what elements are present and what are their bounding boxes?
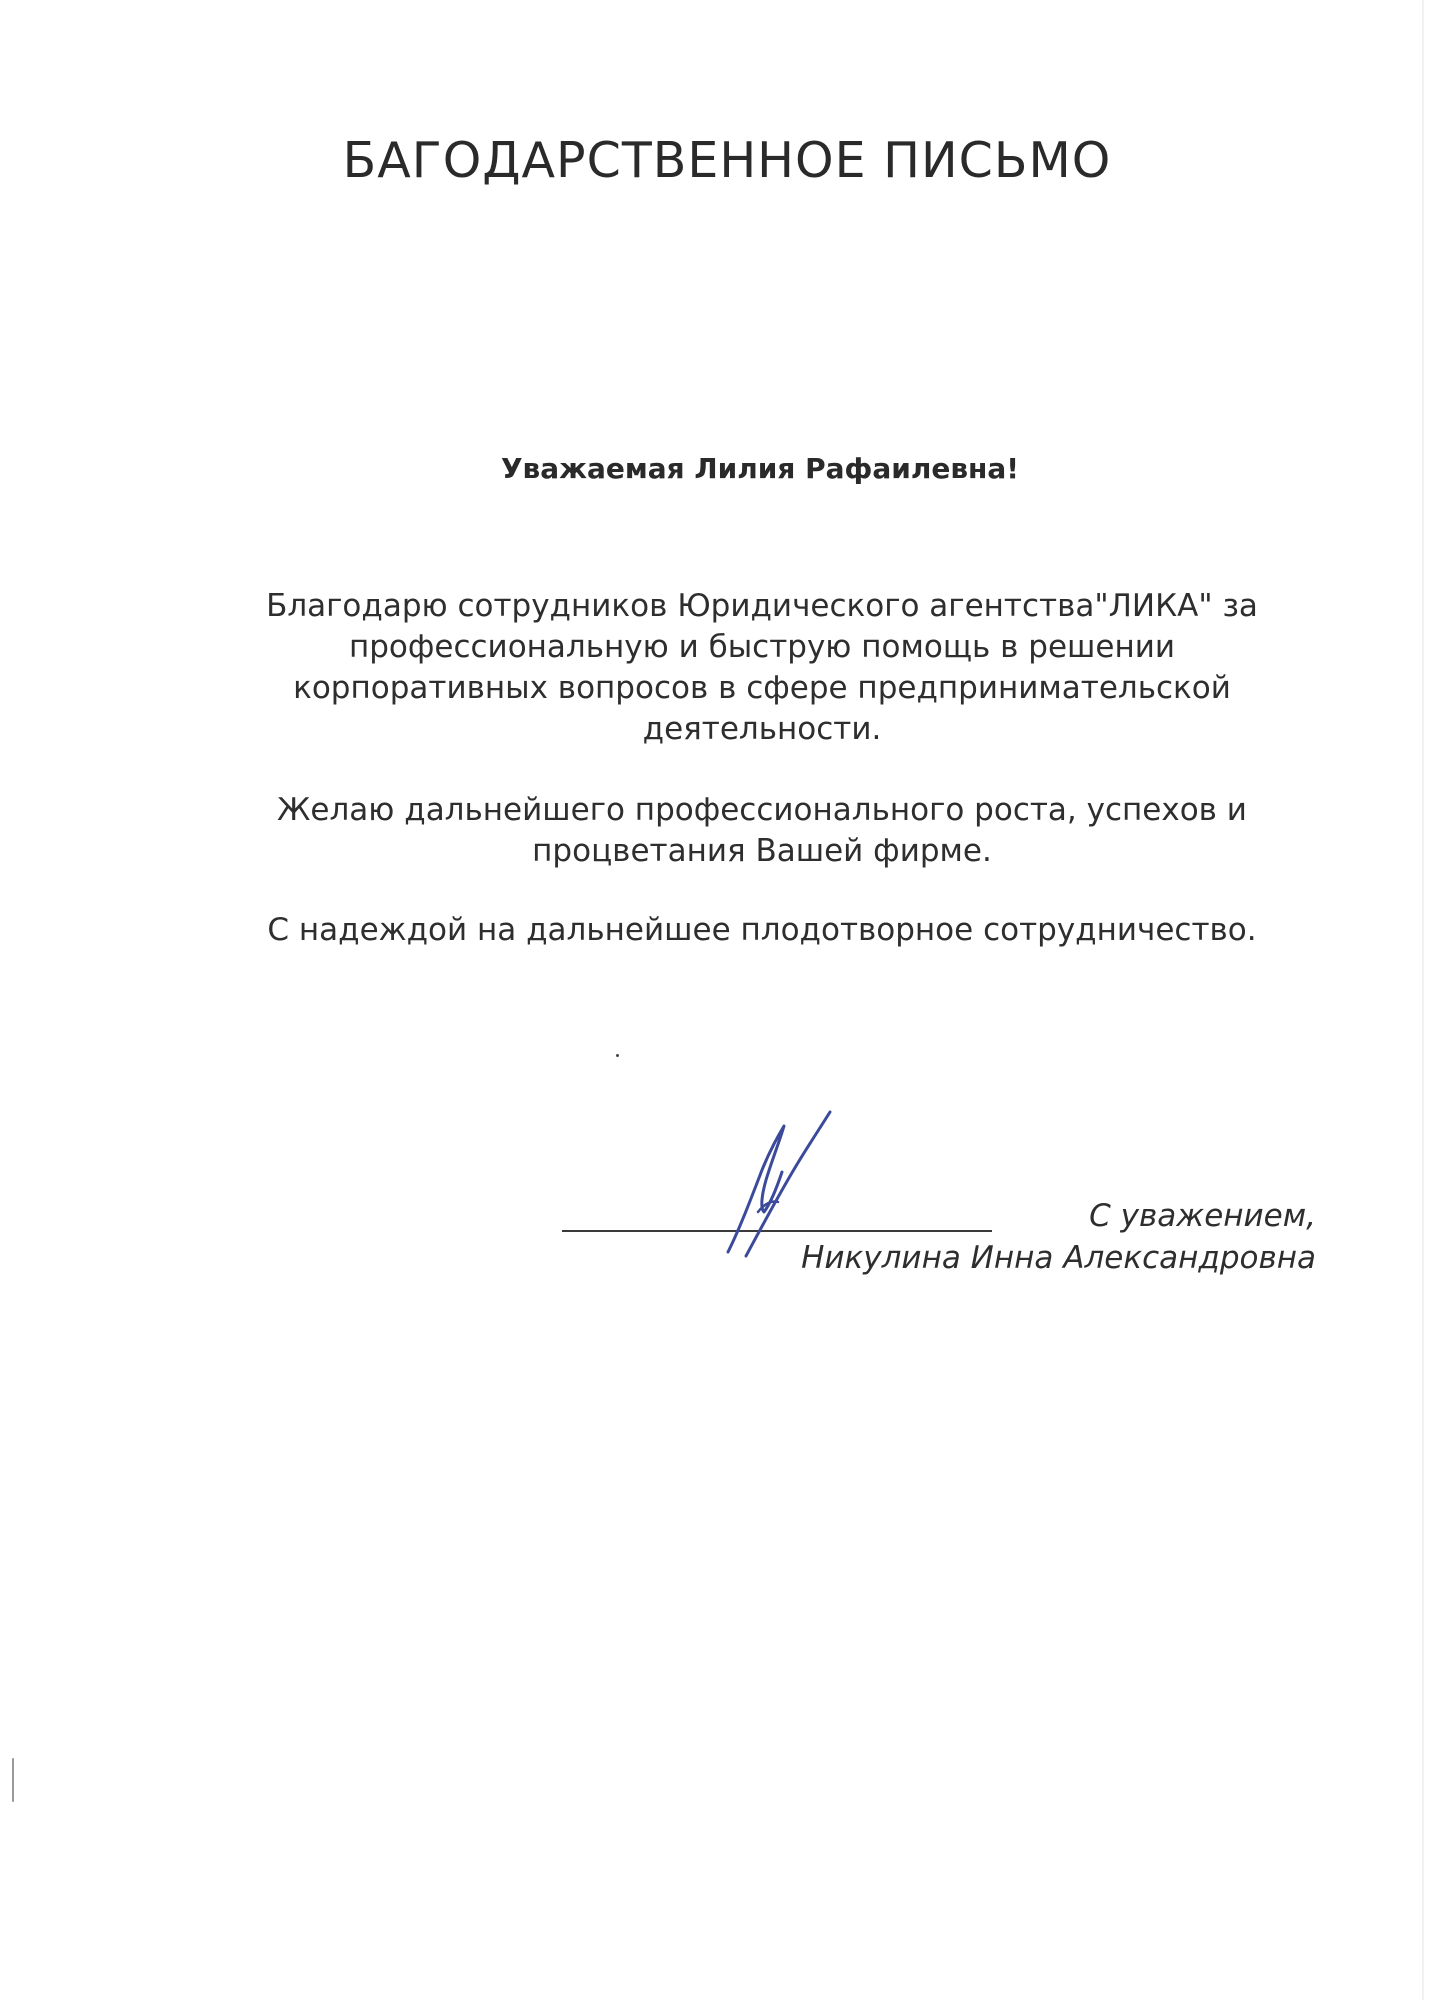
salutation: Уважаемая Лилия Рафаилевна! <box>500 452 1020 485</box>
signer-name: Никулина Инна Александровна <box>801 1240 1316 1276</box>
paragraph-line: профессиональную и быструю помощь в решении <box>348 629 1176 665</box>
scan-edge <box>1422 0 1424 2000</box>
handwritten-signature <box>700 1100 900 1260</box>
paragraph-line: Благодарю сотрудников Юридического агентства"ЛИКА" за <box>266 588 1258 624</box>
scan-speck <box>616 1054 619 1057</box>
paragraph-line: С надеждой на дальнейшее плодотворное сотрудничество. <box>267 912 1257 948</box>
paragraph-cooperation <box>232 910 1292 951</box>
scan-mark <box>12 1758 14 1802</box>
letter-title: БАГОДАРСТВЕННОЕ ПИСЬМО <box>342 132 1112 189</box>
closing-phrase: С уважением, <box>1089 1198 1316 1234</box>
paragraph-line: процветания Вашей фирме. <box>532 833 992 869</box>
paragraph-wishes <box>232 790 1292 872</box>
paragraph-line: деятельности. <box>642 711 882 747</box>
paragraph-line: корпоративных вопросов в сфере предпринимательской <box>293 670 1231 706</box>
paragraph-line: Желаю дальнейшего профессионального роста, успехов и <box>277 792 1247 828</box>
paragraph-gratitude <box>232 586 1292 750</box>
